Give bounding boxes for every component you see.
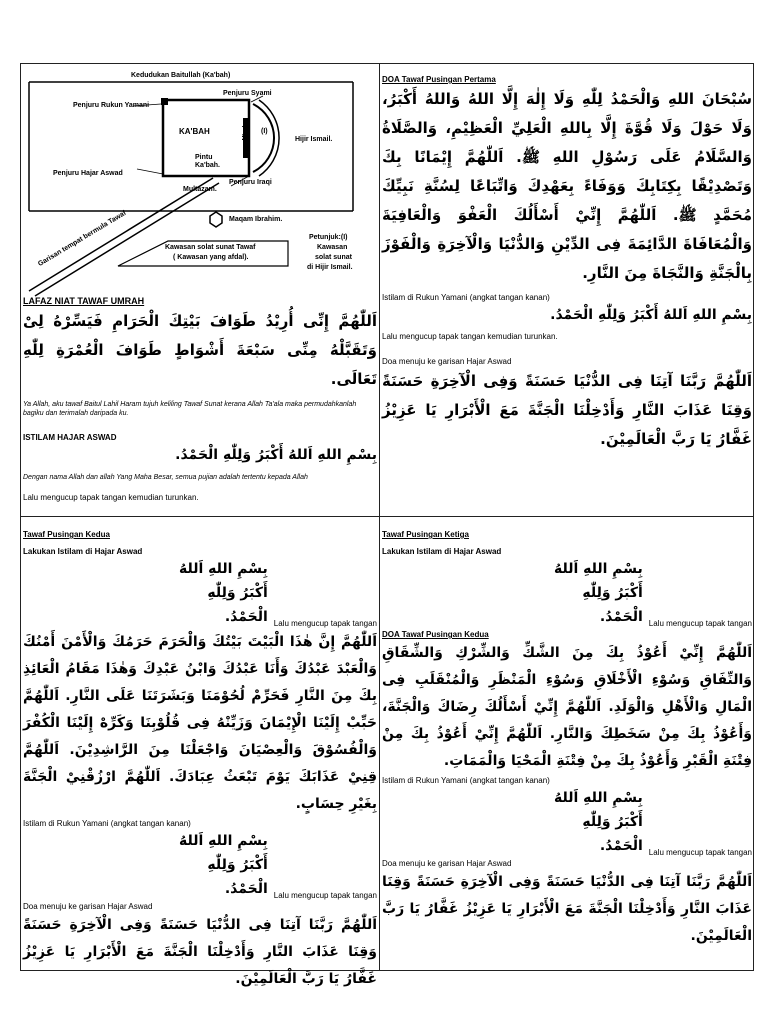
ketiga-basmala: بِسْمِ اللهِ اَللهُ أَكْبَرُ وَلِلّٰهِ الْحَمْدُ. [554,561,643,625]
ketiga-basmala2: بِسْمِ اللهِ اَللهُ أَكْبَرُ وَلِلّٰهِ الْحَمْدُ. [554,790,643,854]
kabah-diagram [23,66,377,296]
kedua-doa-arabic: اَللّٰهُمَّ إِنَّ هٰذَا الْبَيْتَ بَيْتُكَ وَالْحَرَمَ حَرَمُكَ وَالْأَمْنَ أَمْنُكَ وَالْعَبْدَ عَبْدُكَ وَأَنَا عَبْدُكَ وَابْنُ عَبْدِكَ وَهٰذَا مَقَامُ الْعَائِذِ بِكَ مِنَ النَّارِ فَحَرِّمْ لُحُوْمَنَا وَبَشَرَتَنَا عَلَى النَّارِ. اَللّٰهُمَّ حَبِّبْ إِلَيْنَا الْإِيْمَانَ وَزَيِّنْهُ فِى قُلُوْبِنَا وَكَرِّهْ إِلَيْنَا الْكُفْرَ وَالْفُسُوْقَ وَالْعِصْيَانَ وَاجْعَلْنَا مِنَ الرَّاشِدِيْنَ. اَللّٰهُمَّ قِنِيْ عَذَابَكَ يَوْمَ تَبْعَثُ عِبَادَكَ. اَللّٰهُمَّ ارْزُقْنِيْ الْجَنَّةَ بِغَيْرِ حِسَابٍ. [23,634,377,812]
kedua-title: Tawaf Pusingan Kedua [23,530,110,539]
istilam-yamani-arabic: بِسْمِ اللهِ اَللهُ أَكْبَرُ وَلِلّٰهِ الْحَمْدُ. [550,307,752,323]
doa-menuju-arabic: اَللّٰهُمَّ رَبَّنَا آتِنَا فِى الدُّنْيَا حَسَنَةً وَفِى الْآخِرَةِ حَسَنَةً وَقِنَا عَذَابَ النَّارِ وَأَدْخِلْنَا الْجَنَّةَ مَعَ الْأَبْرَارِ يَا عَزِيْزُ غَفَّارُ يَا رَبَّ الْعَالَمِيْنَ. [382,372,752,448]
diagram-title: Kedudukan Baitullah (Ka'bah) [131,72,231,79]
kedua-basmala2: بِسْمِ اللهِ اَللهُ أَكْبَرُ وَلِلّٰهِ الْحَمْدُ. [179,833,268,897]
ketiga-doa-title: DOA Tawaf Pusingan Kedua [382,630,489,639]
ketiga-kucup2: Lalu mengucup tapak tangan [648,848,752,857]
kedua-doa-menuju-arabic: اَللّٰهُمَّ رَبَّنَا آتِنَا فِى الدُّنْيَا حَسَنَةً وَفِى الْآخِرَةِ حَسَنَةً وَقِنَا عَذَابَ النَّارِ وَأَدْخِلْنَا الْجَنَّةَ مَعَ الْأَبْرَارِ يَا عَزِيْزُ غَفَّارُ يَا رَبَّ الْعَالَمِيْنَ. [23,917,377,987]
istilam-hajar-title: ISTILAM HAJAR ASWAD [23,433,117,442]
column-divider [379,64,380,970]
doa-pertama-arabic: سُبْحَانَ اللهِ وَالْحَمْدُ لِلّٰهِ وَلَا إِلٰهَ إِلَّا اللهُ وَاللهُ أَكْبَرُ، وَلَا حَوْلَ وَلَا قُوَّةَ إِلَّا بِاللهِ الْعَلِيِّ الْعَظِيْمِ، وَالصَّلَاةُ وَالسَّلَامُ عَلَى رَسُوْلِ اللهِ ﷺ. اَللّٰهُمَّ إِيْمَانًا بِكَ وَتَصْدِيْقًا بِكِتَابِكَ وَوَفَاءً بِعَهْدِكَ وَاتِّبَاعًا لِسُنَّةِ نَبِيِّكَ مُحَمَّدٍ ﷺ. اَللّٰهُمَّ إِنِّيْ أَسْأَلُكَ الْعَفْوَ وَالْعَافِيَةَ وَالْمُعَافَاةَ الدَّائِمَةَ فِى الدِّيْنِ وَالدُّنْيَا وَالْآخِرَةِ وَالْفَوْزَ بِالْجَنَّةِ وَالنَّجَاةَ مِنَ النَّارِ. [382,90,752,282]
ketiga-title: Tawaf Pusingan Ketiga [382,530,469,539]
label-rukun-yamani: Penjuru Rukun Yamani [73,102,150,109]
kedua-lakukan: Lakukan Istilam di Hajar Aswad [23,547,143,556]
label-petunjuk-1: Petunjuk:(I) [309,234,348,241]
doa-menuju-label: Doa menuju ke garisan Hajar Aswad [382,357,512,366]
label-kawasan-sub: ( Kawasan yang afdal). [173,254,249,261]
ketiga-basmala2-row [382,786,752,858]
label-hajar-aswad: Penjuru Hajar Aswad [53,170,123,177]
ketiga-basmala-row [382,557,752,629]
label-syami: Penjuru Syami [223,90,272,97]
label-petunjuk-2: Kawasan [317,244,348,251]
kedua-istilam-label: Istilam di Rukun Yamani (angkat tangan kanan) [23,819,191,828]
label-pintu: Pintu Ka'bah. [195,154,221,169]
kedua-basmala: بِسْمِ اللهِ اَللهُ أَكْبَرُ وَلِلّٰهِ الْحَمْدُ. [179,561,268,625]
label-maqam: Maqam Ibrahim. [229,216,283,223]
label-multazam: Multazam. [183,186,217,193]
label-kabah: KA'BAH [179,127,210,136]
kedua-basmala2-row [23,829,377,901]
label-garisan: Garisan tempat bermula Tawaf [37,209,128,269]
label-iraqi: Penjuru Iraqi [229,179,272,186]
istilam-yamani-label: Istilam di Rukun Yamani (angkat tangan kanan) [382,293,550,302]
lafaz-title: LAFAZ NIAT TAWAF UMRAH [23,296,145,306]
istilam-hajar-translation: Dengan nama Allah dan allah Yang Maha Besar, semua pujian adalah tertentu kepada Allah [23,474,308,481]
doa-pertama-title: DOA Tawaf Pusingan Pertama [382,75,496,84]
ketiga-doa-menuju-label: Doa menuju ke garisan Hajar Aswad [382,859,512,868]
label-mizab: Mizab [242,123,249,141]
ketiga-kucup: Lalu mengucup tapak tangan [648,619,752,628]
kedua-kucup: Lalu mengucup tapak tangan [273,619,377,628]
cell-pusingan-pertama [382,66,752,514]
kedua-kucup2: Lalu mengucup tapak tangan [273,891,377,900]
istilam-yamani-note: Lalu mengucup tapak tangan kemudian turunkan. [382,332,558,341]
lafaz-translation: Ya Allah, aku tawaf Baitul Lahil Haram tujuh keliling Tawaf Sunat kerana Allah Ta'ala maka permudahkanlah bagiku dan terimalah daripada ku. [23,401,357,417]
label-hijir-marker: (I) [261,128,268,135]
ketiga-doa-menuju-arabic: اَللّٰهُمَّ رَبَّنَا آتِنَا فِى الدُّنْيَا حَسَنَةً وَفِى الْآخِرَةِ حَسَنَةً وَقِنَا عَذَابَ النَّارِ وَأَدْخِلْنَا الْجَنَّةَ مَعَ الْأَبْرَارِ يَا عَزِيْزُ غَفَّارُ يَا رَبَّ الْعَالَمِيْنَ. [382,874,752,944]
lafaz-arabic: اَللّٰهُمَّ إِنِّى أُرِيْدُ طَوَافَ بَيْتِكَ الْحَرَامِ فَيَسِّرْهُ لِىْ وَتَقَبَّلْهُ مِنِّى سَبْعَةَ أَشْوَاطٍ طَوَافَ الْعُمْرَةِ لِلّٰهِ تَعَالَى. [23,312,377,388]
kedua-doa-menuju-label: Doa menuju ke garisan Hajar Aswad [23,902,153,911]
cell-pusingan-ketiga [382,519,752,969]
document-page [20,63,754,987]
label-hijir-ismail: Hijir Ismail. [295,136,333,143]
cell-pusingan-kedua [23,519,377,987]
row-divider [21,516,753,517]
label-kawasan: Kawasan solat sunat Tawaf [165,244,256,251]
istilam-hajar-note: Lalu mengucup tapak tangan kemudian turunkan. [23,493,199,502]
ketiga-istilam-label: Istilam di Rukun Yamani (angkat tangan kanan) [382,776,550,785]
istilam-hajar-arabic: بِسْمِ اللهِ اَللهُ أَكْبَرُ وَلِلّٰهِ الْحَمْدُ. [175,447,377,463]
ketiga-lakukan: Lakukan Istilam di Hajar Aswad [382,547,502,556]
ketiga-doa-arabic: اَللّٰهُمَّ إِنِّيْ أَعُوْذُ بِكَ مِنَ الشَّكِّ وَالشِّرْكِ وَالشِّقَاقِ وَالنِّفَاقِ وَسُوْءِ الْأَخْلَاقِ وَسُوْءِ الْمَنْظَرِ وَالْمُنْقَلَبِ فِى الْمَالِ وَالْأَهْلِ وَالْوَلَدِ. اَللّٰهُمَّ إِنِّيْ أَسْأَلُكَ رِضَاكَ وَالْجَنَّةَ، وَأَعُوْذُ بِكَ مِنْ سَخَطِكَ وَالنَّارِ. اَللّٰهُمَّ إِنِّيْ أَعُوْذُ بِكَ مِنْ فِتْنَةِ الْقَبْرِ وَأَعُوْذُ بِكَ مِنْ فِتْنَةِ الْمَحْيَا وَالْمَمَاتِ. [382,645,752,769]
label-petunjuk-3: solat sunat [315,254,352,261]
label-petunjuk-4: di Hijir Ismail. [307,264,353,271]
kedua-basmala-row [23,557,377,629]
cell-niat-umrah [23,66,377,514]
